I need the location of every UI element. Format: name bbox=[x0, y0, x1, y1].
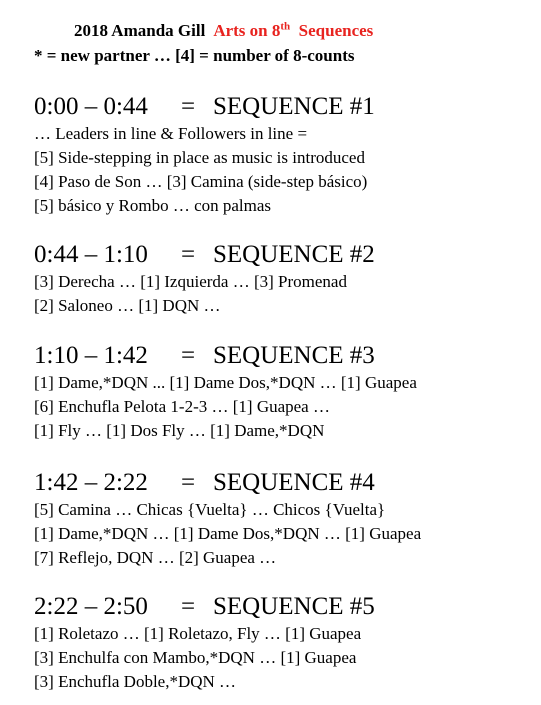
sequence-equals: = bbox=[181, 593, 196, 620]
sequence-name: SEQUENCE #4 bbox=[213, 469, 375, 496]
sequence-line: [5] Side-stepping in place as music is introduced bbox=[34, 148, 365, 167]
sequence-section-1 bbox=[34, 92, 375, 218]
document-title bbox=[74, 21, 373, 41]
sequence-section-4 bbox=[34, 468, 421, 570]
sequence-equals: = bbox=[181, 469, 196, 496]
sequence-section-2 bbox=[34, 240, 375, 318]
sequence-line: [4] Paso de Son … [3] Camina (side-step básico) bbox=[34, 172, 368, 191]
sequence-line: [3] Derecha … [1] Izquierda … [3] Promenad bbox=[34, 272, 347, 291]
sequence-line: [2] Saloneo … [1] DQN … bbox=[34, 296, 221, 315]
sequence-section-3 bbox=[34, 341, 417, 443]
sequence-line: [1] Roletazo … [1] Roletazo, Fly … [1] Guapea bbox=[34, 624, 362, 643]
sequence-heading bbox=[34, 240, 375, 270]
title-highlight bbox=[213, 21, 373, 40]
sequence-line: [1] Dame,*DQN ... [1] Dame Dos,*DQN … [1] Guapea bbox=[34, 373, 417, 392]
sequence-time: 2:22 – 2:50 bbox=[34, 593, 148, 620]
sequence-equals: = bbox=[181, 241, 196, 268]
sequence-heading bbox=[34, 468, 421, 498]
sequence-name: SEQUENCE #3 bbox=[213, 342, 375, 369]
sequence-line: [6] Enchufla Pelota 1-2-3 … [1] Guapea … bbox=[34, 397, 330, 416]
sequence-line: [3] Enchufla Doble,*DQN … bbox=[34, 672, 237, 691]
title-highlight-end: Sequences bbox=[298, 21, 374, 40]
title-highlight-main: Arts on 8 bbox=[213, 21, 281, 40]
sequence-name: SEQUENCE #1 bbox=[213, 93, 375, 120]
sequence-time: 1:10 – 1:42 bbox=[34, 342, 148, 369]
sequence-heading bbox=[34, 341, 417, 371]
sequence-line: [3] Enchulfa con Mambo,*DQN … [1] Guapea bbox=[34, 648, 357, 667]
sequence-section-5 bbox=[34, 592, 375, 694]
title-prefix: 2018 Amanda Gill bbox=[74, 21, 206, 40]
legend-subtitle: * = new partner … [4] = number of 8-counts bbox=[34, 46, 355, 65]
sequence-line: … Leaders in line & Followers in line = bbox=[34, 124, 308, 143]
sequence-time: 1:42 – 2:22 bbox=[34, 469, 148, 496]
sequence-name: SEQUENCE #5 bbox=[213, 593, 375, 620]
sequence-line: [1] Fly … [1] Dos Fly … [1] Dame,*DQN bbox=[34, 421, 325, 440]
sequence-line: [7] Reflejo, DQN … [2] Guapea … bbox=[34, 548, 277, 567]
sequence-equals: = bbox=[181, 342, 196, 369]
sequence-line: [5] Camina … Chicas {Vuelta} … Chicos {Vuelta} bbox=[34, 500, 386, 519]
sequence-time: 0:44 – 1:10 bbox=[34, 241, 148, 268]
sequence-heading bbox=[34, 92, 375, 122]
sequence-time: 0:00 – 0:44 bbox=[34, 93, 148, 120]
sequence-heading bbox=[34, 592, 375, 622]
sequence-line: [5] básico y Rombo … con palmas bbox=[34, 196, 272, 215]
sequence-name: SEQUENCE #2 bbox=[213, 241, 375, 268]
sequence-line: [1] Dame,*DQN … [1] Dame Dos,*DQN … [1] Guapea bbox=[34, 524, 422, 543]
title-highlight-sup: th bbox=[280, 20, 291, 33]
sequence-equals: = bbox=[181, 93, 196, 120]
